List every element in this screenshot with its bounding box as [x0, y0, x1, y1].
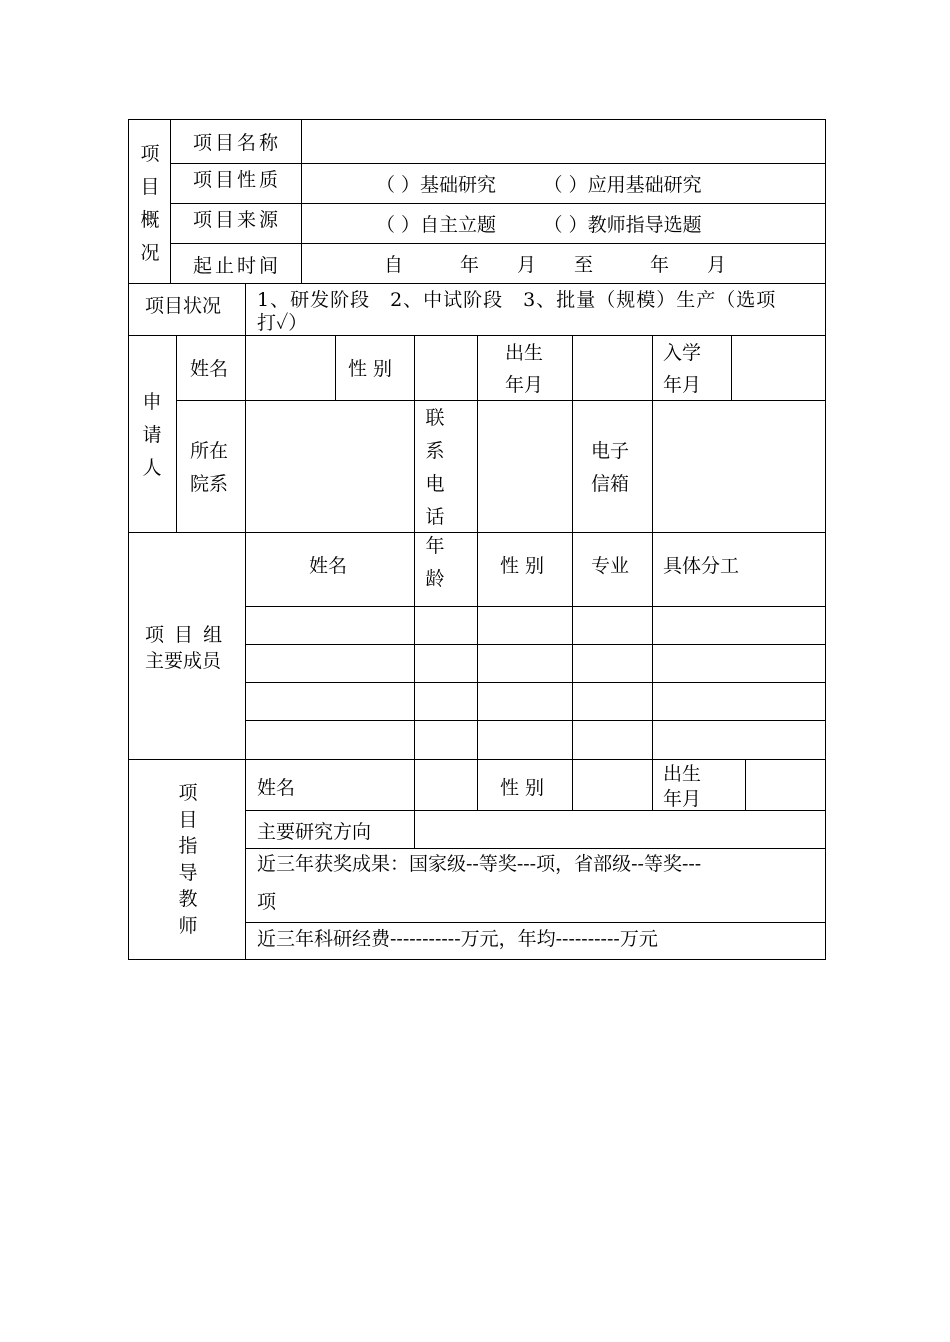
col-line [414, 335, 415, 760]
col-line [477, 759, 478, 811]
applicant-email-label-2: 信箱 [591, 473, 630, 495]
row-line [245, 606, 826, 607]
col-line [335, 335, 336, 401]
table-border-left [128, 119, 129, 960]
members-col-gender: 性 别 [500, 555, 545, 577]
col-line [477, 335, 478, 760]
row-line [170, 163, 826, 164]
advisor-birth-label-2: 年月 [663, 788, 702, 810]
col-line [731, 335, 732, 401]
members-col-age: 年龄 [425, 535, 445, 590]
row-line [245, 682, 826, 683]
applicant-gender-label: 性 别 [348, 358, 393, 380]
row-line [170, 203, 826, 204]
applicant-name-label: 姓名 [190, 358, 229, 380]
col-line [414, 759, 415, 811]
overview-group-label: 项目概况 [140, 143, 160, 264]
col-line [572, 759, 573, 811]
applicant-birth-label-1: 出生 [505, 342, 544, 364]
row-line [176, 400, 826, 401]
table-border-right [825, 119, 826, 960]
applicant-dept-label-2: 院系 [190, 473, 229, 495]
applicant-enroll-label-1: 入学 [663, 342, 702, 364]
col-line [652, 759, 653, 811]
project-source-options: （ ）自主立题 （ ）教师指导选题 [376, 214, 702, 236]
col-line [245, 283, 246, 336]
advisor-research-label: 主要研究方向 [257, 821, 372, 843]
advisor-funding-text: 近三年科研经费-----------万元，年均----------万元 [257, 928, 658, 950]
applicant-group-label: 申请人 [142, 391, 162, 479]
advisor-gender-label: 性 别 [500, 777, 545, 799]
advisor-name-label: 姓名 [257, 777, 296, 799]
project-name-label: 项目名称 [193, 132, 282, 154]
applicant-birth-label-2: 年月 [505, 374, 544, 396]
col-line [301, 119, 302, 284]
col-line [170, 119, 171, 284]
col-line [745, 759, 746, 811]
row-line [128, 283, 826, 284]
applicant-email-label-1: 电子 [591, 440, 630, 462]
members-group-label-1: 项 目 组 [145, 624, 225, 646]
row-line [245, 644, 826, 645]
period-label: 起止时间 [193, 255, 282, 277]
row-line [245, 810, 826, 811]
col-line [652, 335, 653, 760]
col-line [572, 335, 573, 760]
members-col-name: 姓名 [309, 555, 348, 577]
applicant-dept-label-1: 所在 [190, 440, 229, 462]
period-value: 自 年 月 至 年 月 [384, 254, 727, 276]
row-line [245, 848, 826, 849]
advisor-awards-line-2: 项 [257, 891, 277, 913]
members-group-label-2: 主要成员 [145, 650, 222, 672]
status-label: 项目状况 [145, 295, 222, 317]
advisor-birth-label-1: 出生 [663, 763, 702, 785]
members-col-major: 专业 [591, 555, 630, 577]
row-line [245, 720, 826, 721]
col-line [245, 335, 246, 960]
status-line-1: 1、研发阶段 2、中试阶段 3、批量（规模）生产（选项 [257, 289, 777, 311]
project-nature-label: 项目性质 [193, 169, 282, 191]
members-col-role: 具体分工 [663, 555, 740, 577]
advisor-group-label: 项目指导教师 [178, 782, 198, 937]
project-source-label: 项目来源 [193, 209, 282, 231]
status-line-2: 打✓） [257, 312, 308, 334]
col-line [414, 810, 415, 849]
applicant-enroll-label-2: 年月 [663, 374, 702, 396]
table-border-bottom [128, 959, 826, 960]
col-line [176, 335, 177, 533]
row-line [245, 922, 826, 923]
row-line [170, 243, 826, 244]
project-nature-options: （ ）基础研究 （ ）应用基础研究 [376, 174, 702, 196]
table-border-top [128, 119, 826, 120]
applicant-phone-label: 联系电话 [425, 407, 445, 528]
advisor-awards-line-1: 近三年获奖成果：国家级--等奖---项，省部级--等奖--- [257, 853, 702, 875]
